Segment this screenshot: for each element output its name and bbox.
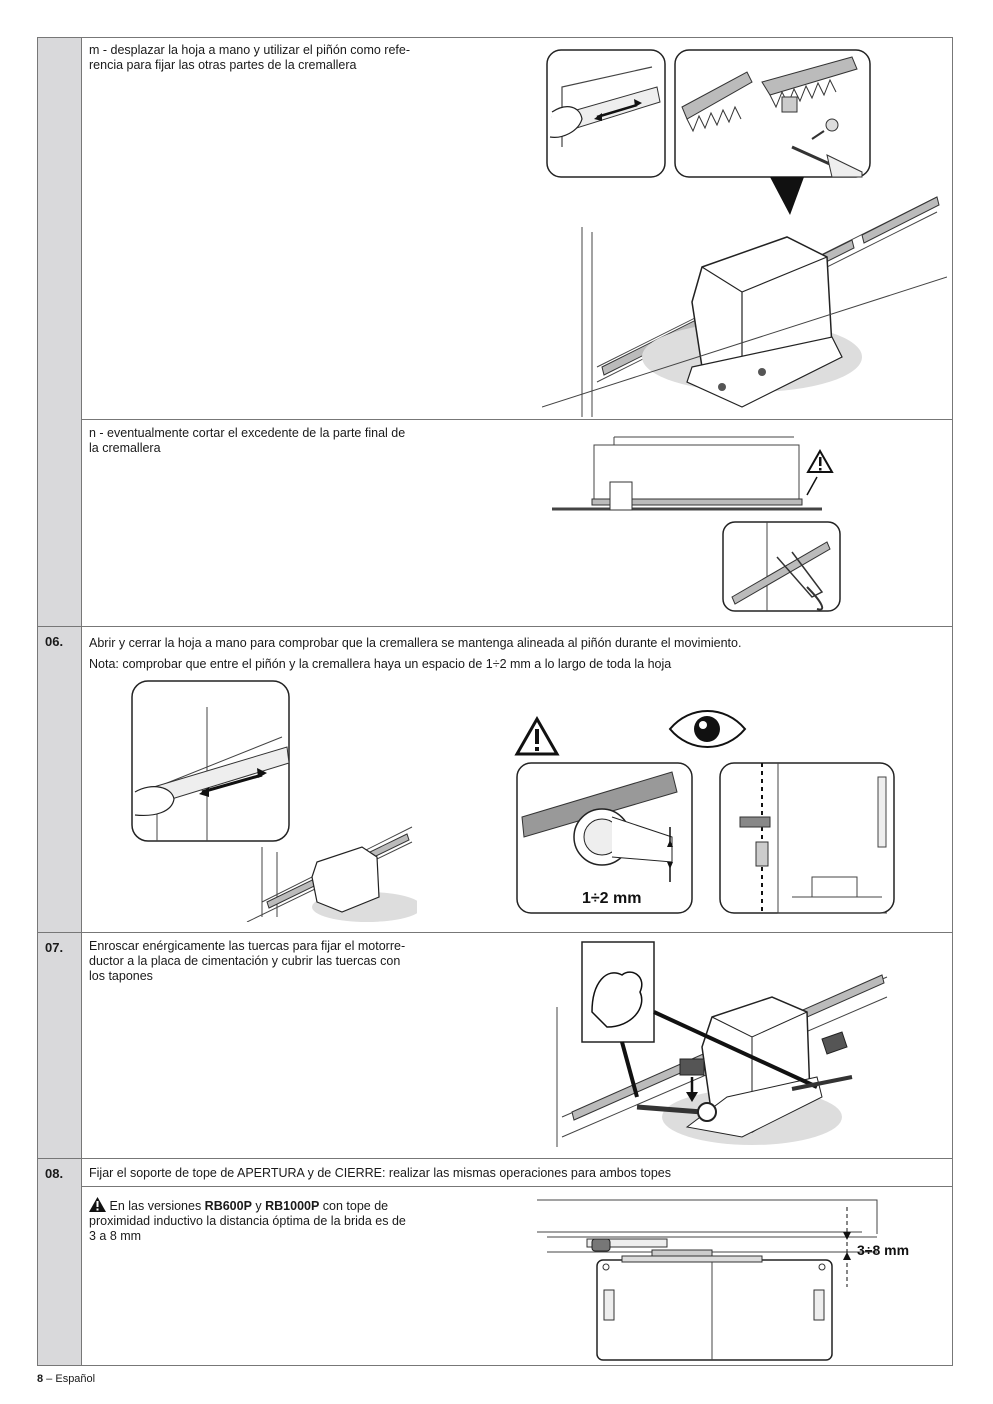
row-divider bbox=[81, 419, 953, 420]
page-footer bbox=[37, 1373, 95, 1385]
row-divider bbox=[37, 932, 953, 933]
gap-label: 1÷2 mm bbox=[582, 890, 642, 907]
warning-triangle-icon bbox=[89, 1197, 106, 1212]
step-n-text: n - eventualmente cortar el excedente de la parte final de la cremallera bbox=[89, 426, 406, 455]
rack-fixing-illustration bbox=[542, 47, 947, 417]
pinion-gap-illustration bbox=[512, 697, 937, 927]
eye-icon bbox=[670, 711, 745, 747]
page-number: 8 bbox=[37, 1373, 44, 1385]
inductive-stop-distance-illustration bbox=[532, 1192, 932, 1362]
hand-moving-gate-illustration bbox=[127, 677, 417, 922]
rack-cut-illustration bbox=[552, 427, 852, 622]
step-07-text: Enroscar enérgicamente las tuercas para fijar el motorre- ductor a la placa de cimentación y cubrir las tuercas con los tapones bbox=[89, 939, 406, 983]
manual-page bbox=[37, 37, 953, 1366]
model-rb600p: RB600P bbox=[204, 1199, 252, 1213]
step-08-text: Fijar el soporte de tope de APERTURA y de CIERRE: realizar las mismas operaciones para ambos topes bbox=[89, 1166, 671, 1180]
step-06-number: 06. bbox=[45, 634, 64, 649]
model-rb1000p: RB1000P bbox=[265, 1199, 320, 1213]
footer-language: – Español bbox=[43, 1373, 96, 1385]
nut-tightening-illustration bbox=[552, 937, 892, 1152]
step-m-text: m - desplazar la hoja a mano y utilizar el piñón como refe- rencia para fijar las otras partes de la cremallera bbox=[89, 43, 410, 72]
row-divider bbox=[37, 1158, 953, 1159]
step-07-number: 07. bbox=[45, 940, 64, 955]
row-divider bbox=[81, 1186, 953, 1187]
step-08-note: En las versiones RB600P y RB1000P con tope de proximidad inductivo la distancia óptima de la brida es de 3 a 8 mm bbox=[89, 1199, 406, 1243]
step-06-text: Abrir y cerrar la hoja a mano para comprobar que la cremallera se mantenga alineada al piñón durante el movimiento. Nota: comprobar que entre el piñón y la cremallera haya un espacio de 1÷2 mm a lo largo de toda la hoja bbox=[89, 636, 742, 671]
warning-triangle-icon bbox=[808, 451, 832, 472]
warning-triangle-icon bbox=[517, 719, 557, 754]
row-divider bbox=[37, 626, 953, 627]
distance-label: 3÷8 mm bbox=[857, 1242, 910, 1258]
step-08-number: 08. bbox=[45, 1166, 64, 1181]
